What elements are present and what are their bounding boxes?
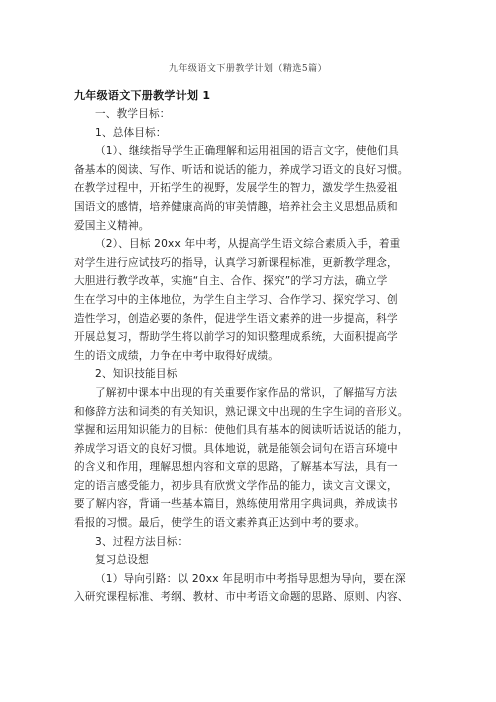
paragraph-line: 了解初中课本中出现的有关重要作家作品的常识，了解描写方法 [95, 386, 398, 399]
paragraph-line: 2、知识技能目标 [95, 368, 178, 381]
paragraph-line: 生的语文成绩，力争在中考中取得好成绩。 [74, 349, 280, 362]
paragraph-line: 国语文的感情，培养健康高尚的审美情趣，培养社会主义思想品质和 [74, 200, 398, 213]
paragraph-line: 大胆进行教学改革，实施“自主、合作、探究”的学习方法，确立学 [74, 275, 388, 288]
paragraph-line: 复习总设想 [95, 554, 149, 567]
paragraph-line: 1、总体目标： [95, 126, 167, 139]
paragraph-line: （1）、继续指导学生正确理解和运用祖国的语言文字，使他们具 [95, 145, 399, 158]
document-title: 九年级语文下册教学计划 1 [74, 89, 211, 102]
paragraph-line: 看报的习惯。最后，使学生的语文素养真正达到中考的要求。 [74, 517, 366, 530]
paragraph-line: 的含义和作用，理解思想内容和文章的思路，了解基本写法，具有一 [74, 461, 398, 474]
paragraph-line: 和修辞方法和词类的有关知识，熟记课文中出现的生字生词的音形义。 [74, 405, 409, 418]
paragraph-line: 3、过程方法目标： [95, 535, 189, 548]
paragraph-line: 入研究课程标准、考纲、教材、市中考语文命题的思路、原则、内容、 [74, 591, 409, 604]
paragraph-line: 要了解内容，背诵一些基本篇目，熟练使用常用字典词典，养成读书 [74, 498, 398, 511]
paragraph-line: 对学生进行应试技巧的指导，认真学习新课程标准，更新教学理念， [74, 256, 398, 269]
document-body [74, 105, 426, 607]
paragraph-line: （2）、目标 20xx 年中考，从提高学生语文综合素质入手，着重 [95, 238, 401, 251]
paragraph-line: 造性学习，创造必要的条件，促进学生语文素养的进一步提高，科学 [74, 312, 398, 325]
paragraph-line: 定的语言感受能力，初步具有欣赏文学作品的能力，读文言文课文， [74, 479, 398, 492]
paragraph-line: 掌握和运用知识能力的目标：使他们具有基本的阅读听话说话的能力， [74, 424, 409, 437]
paragraph-line: 开展总复习，帮助学生将以前学习的知识整理成系统，大面积提高学 [74, 331, 398, 344]
paragraph-line: 在教学过程中，开拓学生的视野，发展学生的智力，激发学生热爱祖 [74, 182, 398, 195]
paragraph-line: （1）导向引路：以 20xx 年昆明市中考指导思想为导向，要在深 [95, 572, 406, 585]
paragraph-line: 一、教学目标： [95, 108, 171, 120]
paragraph-line: 养成学习语文的良好习惯。具体地说，就是能领会词句在语言环境中 [74, 442, 398, 455]
paragraph-line: 爱国主义精神。 [74, 219, 150, 232]
page-header: 九年级语文下册教学计划（精选5篇） [168, 64, 328, 74]
paragraph-line: 备基本的阅读、写作、听话和说话的能力，养成学习语文的良好习惯。 [74, 163, 409, 176]
paragraph-line: 生在学习中的主体地位，为学生自主学习、合作学习、探究学习、创 [74, 293, 398, 306]
